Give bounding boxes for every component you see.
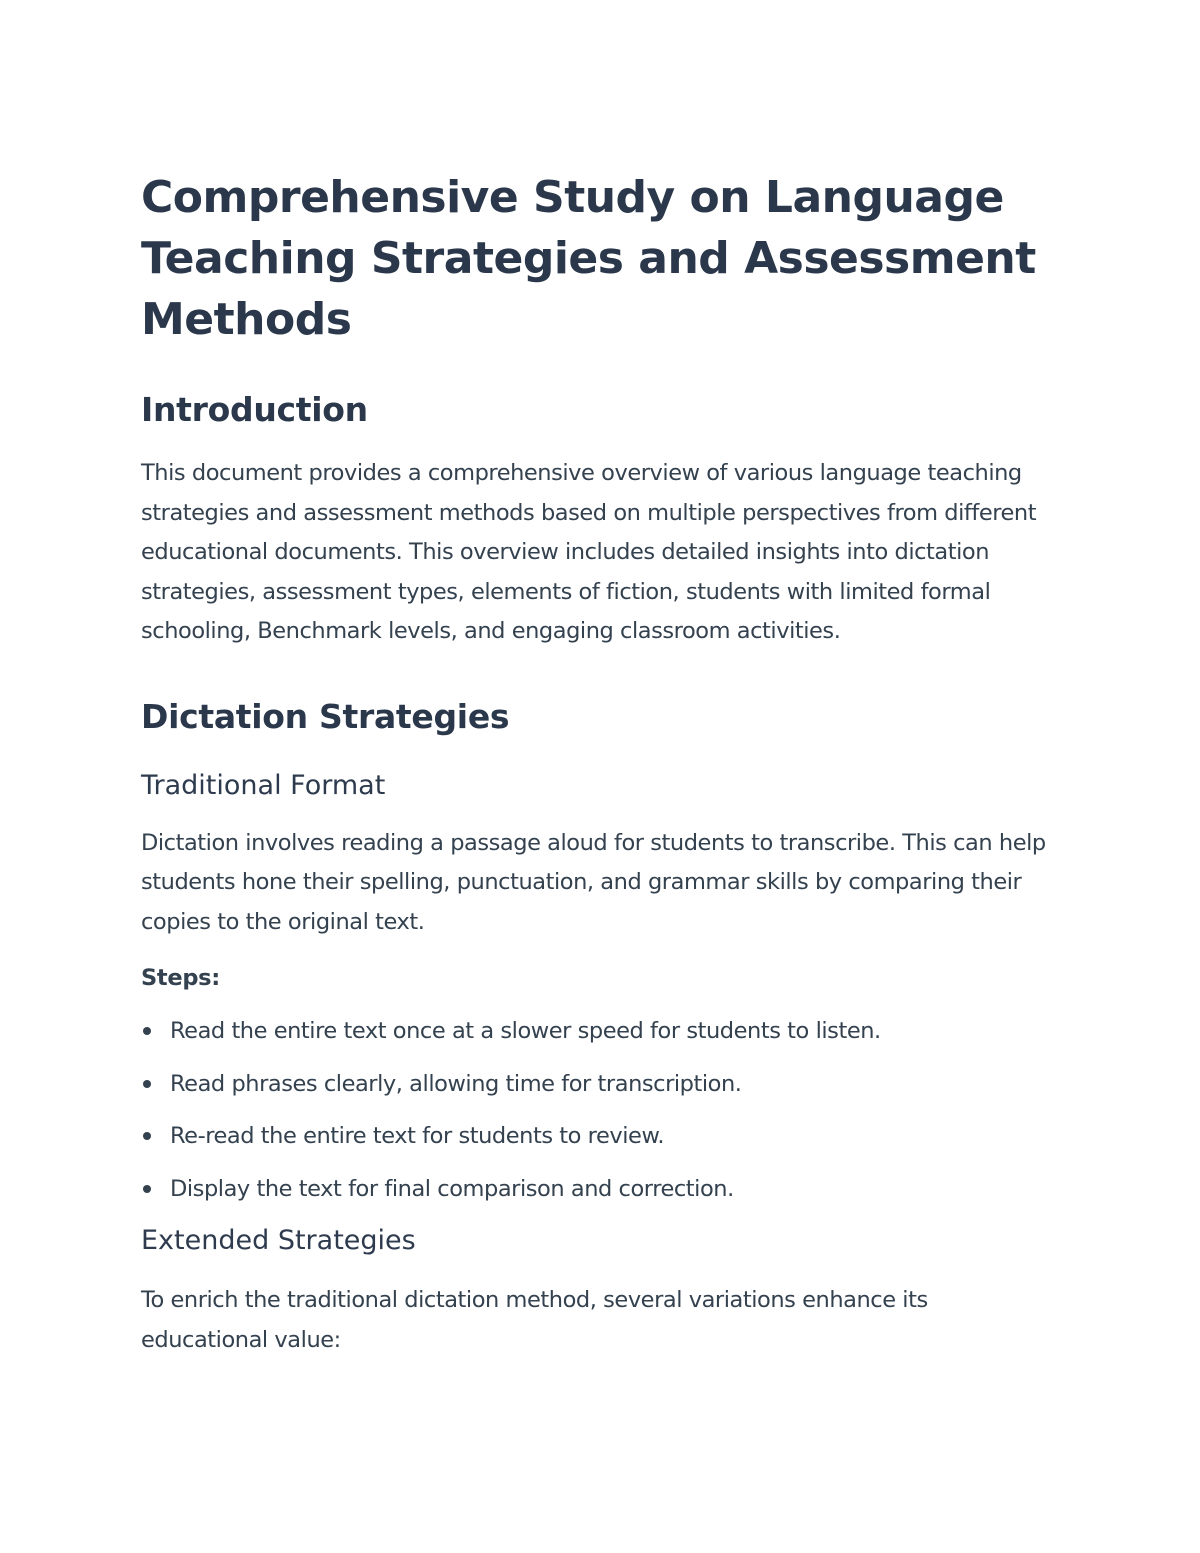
section-heading-introduction: Introduction	[141, 390, 368, 429]
list-item-text: Read the entire text once at a slower speed for students to listen.	[170, 1018, 881, 1044]
extended-strategies-paragraph: To enrich the traditional dictation method, several variations enhance its educational value:	[141, 1287, 928, 1353]
list-item	[141, 1174, 1056, 1204]
bullet-icon	[143, 1132, 151, 1140]
list-item-text: Read phrases clearly, allowing time for transcription.	[170, 1070, 742, 1097]
traditional-format-paragraph: Dictation involves reading a passage aloud for students to transcribe. This can help students hone their spelling, punctuation, and grammar skills by comparing their copies to the original text.	[141, 829, 1046, 935]
document-title: Comprehensive Study on Language Teaching Strategies and Assessment Methods	[141, 172, 1036, 345]
steps-label: Steps:	[141, 965, 220, 991]
list-item	[141, 1016, 1056, 1046]
steps-list	[141, 1016, 1056, 1204]
subsection-heading-traditional-format: Traditional Format	[141, 769, 386, 801]
introduction-paragraph: This document provides a comprehensive overview of various language teaching strategies and assessment methods based on multiple perspectives from different educational documents. This overview includes detailed insights into dictation strategies, assessment types, elements of fiction, students with limited formal schooling, Benchmark levels, and engaging classroom activities.	[141, 460, 1037, 644]
bullet-icon	[143, 1027, 151, 1035]
list-item	[141, 1121, 1056, 1151]
bullet-icon	[143, 1080, 151, 1088]
list-item-text: Display the text for final comparison and correction.	[170, 1175, 734, 1202]
section-heading-dictation-strategies: Dictation Strategies	[141, 696, 510, 736]
list-item-text: Re-read the entire text for students to review.	[170, 1123, 665, 1149]
document-page	[141, 160, 1056, 1360]
list-item	[141, 1069, 1056, 1099]
subsection-heading-extended-strategies: Extended Strategies	[141, 1225, 416, 1256]
bullet-icon	[143, 1185, 151, 1193]
